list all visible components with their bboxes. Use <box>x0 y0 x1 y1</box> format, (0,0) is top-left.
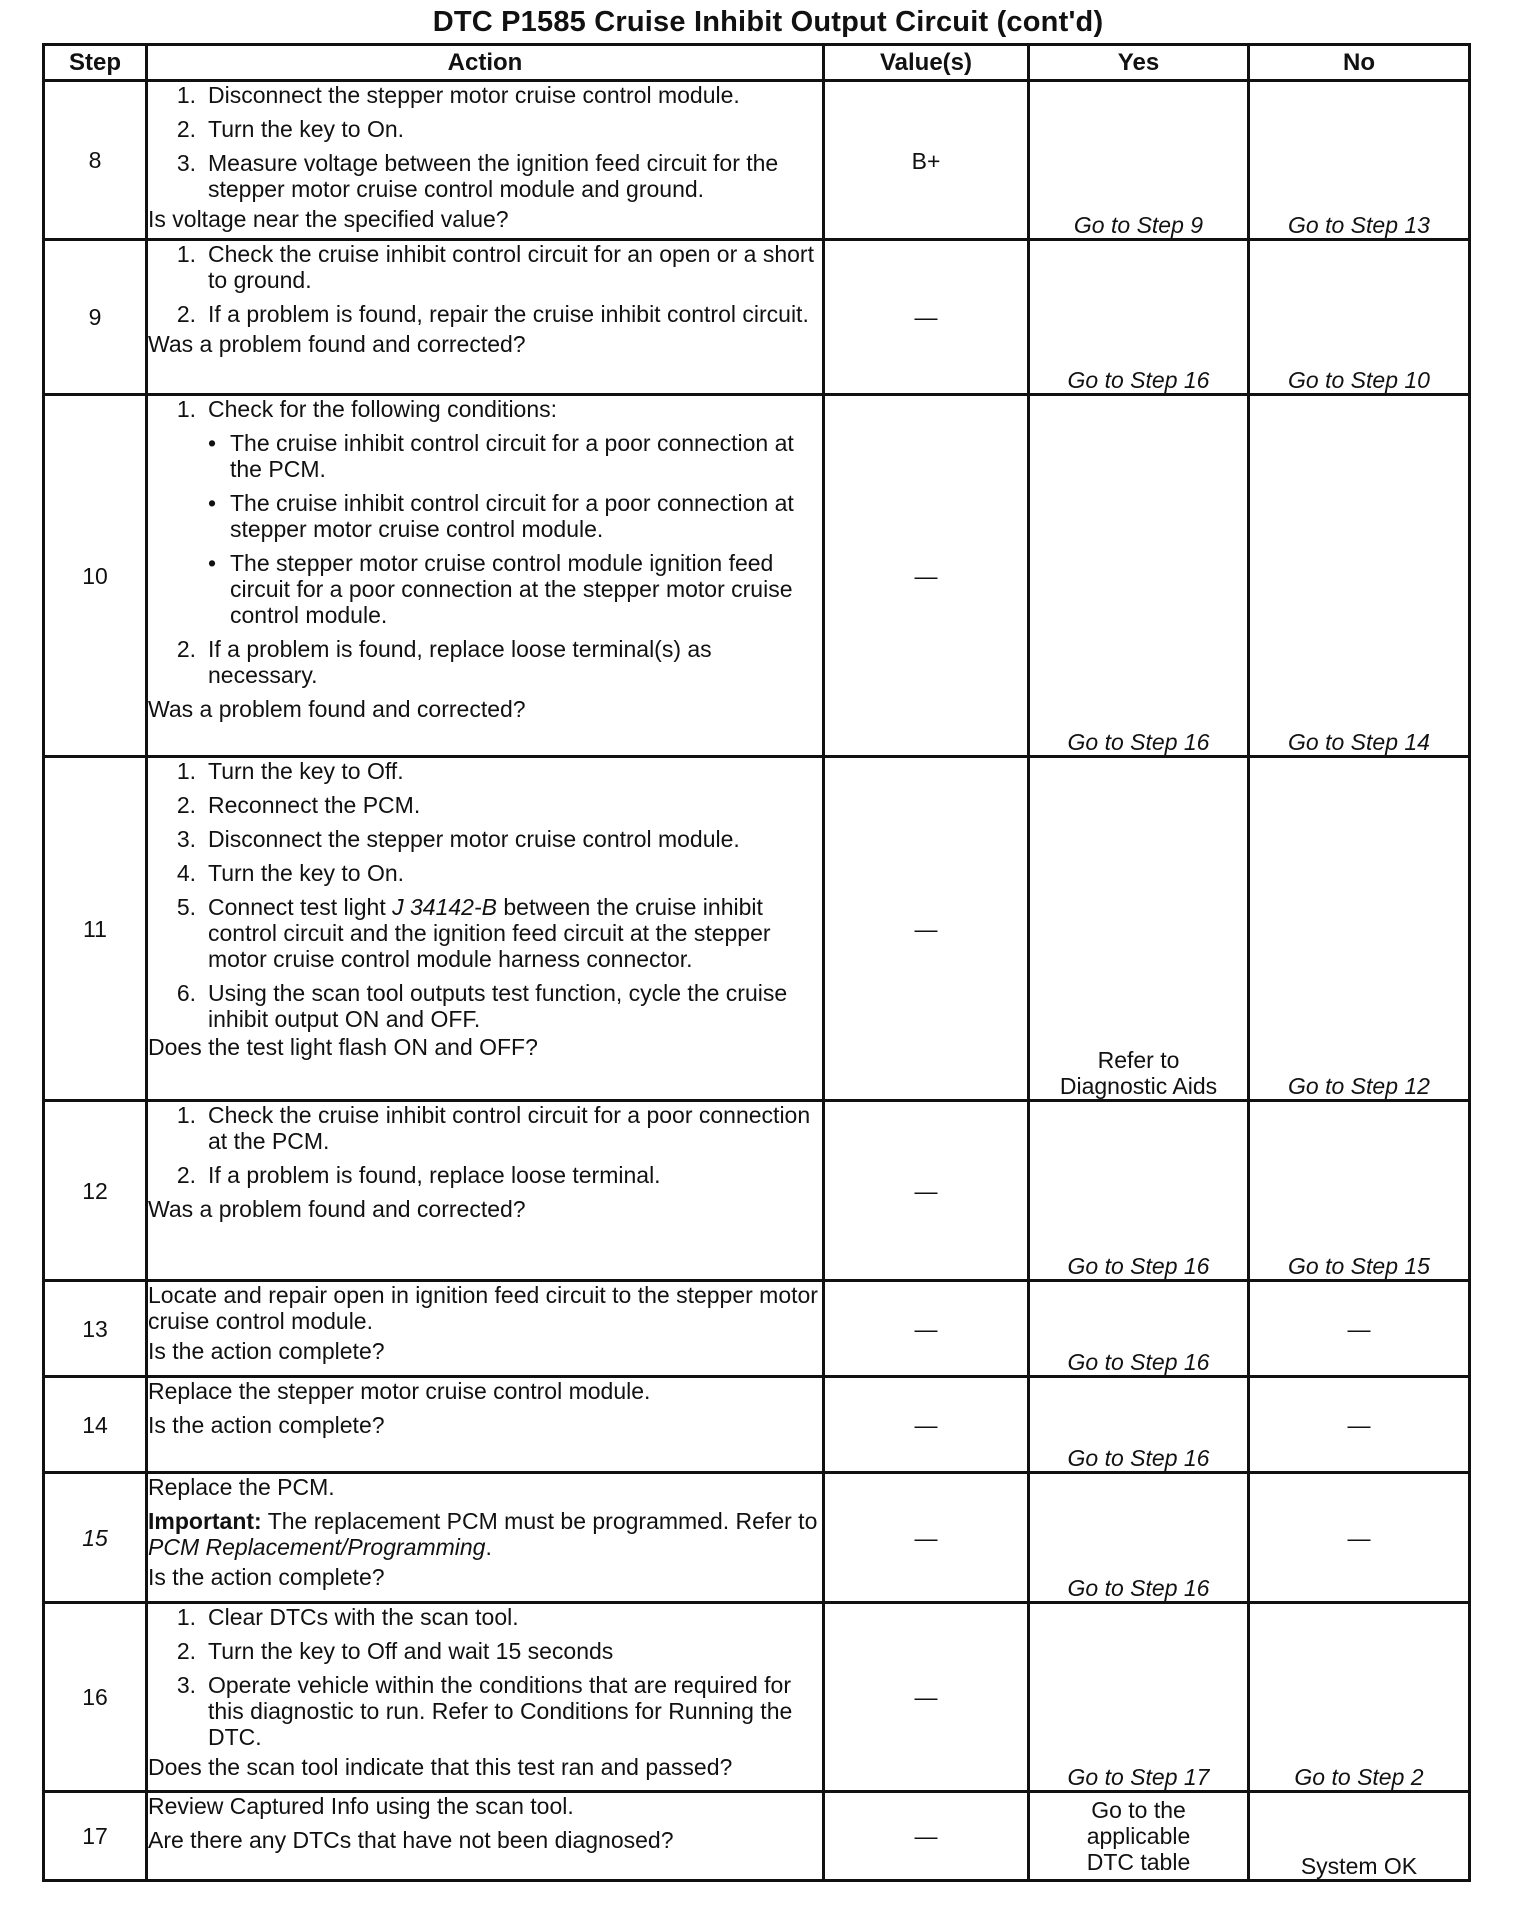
yes-cell: Go to Step 9 <box>1029 81 1249 240</box>
action-item: Turn the key to Off. <box>208 758 404 784</box>
value-cell: — <box>824 1377 1029 1473</box>
important-note: Important: The replacement PCM must be programmed. Refer to PCM Replacement/Programming. <box>148 1508 818 1560</box>
action-item: If a problem is found, replace loose terminal. <box>208 1162 661 1188</box>
no-cell: — <box>1249 1281 1470 1377</box>
action-item: Turn the key to On. <box>208 116 405 142</box>
table-row <box>44 1792 1470 1881</box>
action-question: Is the action complete? <box>148 1564 385 1590</box>
value-cell: — <box>824 1603 1029 1792</box>
value-cell: — <box>824 757 1029 1101</box>
yes-cell: Refer to Diagnostic Aids <box>1029 757 1249 1101</box>
action-cell: 1. Check the cruise inhibit control circuit for an open or a short to ground. 2. If a problem is found, repair the cruise inhibit control circuit. Was a problem found and corrected? <box>147 240 824 395</box>
step-number: 10 <box>44 395 147 757</box>
no-cell: System OK <box>1249 1792 1470 1881</box>
action-item: Check for the following conditions: <box>208 396 558 422</box>
yes-cell: Go to Step 16 <box>1029 1377 1249 1473</box>
action-question: Does the test light flash ON and OFF? <box>148 1034 538 1060</box>
action-item: If a problem is found, repair the cruise inhibit control circuit. <box>208 301 809 327</box>
action-bullet: The cruise inhibit control circuit for a poor connection at stepper motor cruise control module. <box>230 490 794 542</box>
step-number: 8 <box>44 81 147 240</box>
action-question: Was a problem found and corrected? <box>148 1196 526 1222</box>
table-row <box>44 1101 1470 1281</box>
yes-cell: Go to Step 16 <box>1029 1281 1249 1377</box>
action-cell <box>147 1377 824 1473</box>
step-number: 17 <box>44 1792 147 1881</box>
no-cell: — <box>1249 1377 1470 1473</box>
step-number: 12 <box>44 1101 147 1281</box>
action-cell: 1. Clear DTCs with the scan tool. 2. Turn the key to Off and wait 15 seconds 3. Operate vehicle within the conditions that are required for this diagnostic to run. Refer to Conditions for Running the DTC. Does the scan tool indicate that this test ran and passed? <box>147 1603 824 1792</box>
action-item: Turn the key to Off and wait 15 seconds <box>208 1638 614 1664</box>
yes-cell: Go to Step 17 <box>1029 1603 1249 1792</box>
action-item: If a problem is found, replace loose terminal(s) as necessary. <box>208 636 712 688</box>
action-question: Is the action complete? <box>148 1412 385 1438</box>
table-header-row <box>44 45 1470 81</box>
no-cell: Go to Step 14 <box>1249 395 1470 757</box>
value-cell: — <box>824 1473 1029 1603</box>
no-cell: Go to Step 15 <box>1249 1101 1470 1281</box>
diagnostic-table <box>42 43 1471 1882</box>
action-item: Check the cruise inhibit control circuit for a poor connection at the PCM. <box>208 1102 811 1154</box>
no-cell: — <box>1249 1473 1470 1603</box>
step-number: 16 <box>44 1603 147 1792</box>
action-item: Clear DTCs with the scan tool. <box>208 1604 519 1630</box>
step-number: 11 <box>44 757 147 1101</box>
value-cell: — <box>824 240 1029 395</box>
yes-cell: Go to Step 16 <box>1029 240 1249 395</box>
action-item: Measure voltage between the ignition feed circuit for the stepper motor cruise control module and ground. <box>208 150 779 202</box>
value-cell: — <box>824 1101 1029 1281</box>
tool-number: J 34142-B <box>392 894 497 920</box>
yes-cell: Go to Step 16 <box>1029 1473 1249 1603</box>
no-cell: Go to Step 13 <box>1249 81 1470 240</box>
header-no: No <box>1249 45 1470 81</box>
action-item: Operate vehicle within the conditions that are required for this diagnostic to run. Refer to Conditions for Running the DTC. <box>208 1672 793 1750</box>
action-item: Reconnect the PCM. <box>208 792 421 818</box>
action-cell <box>147 1792 824 1881</box>
no-cell: Go to Step 12 <box>1249 757 1470 1101</box>
page-title: DTC P1585 Cruise Inhibit Output Circuit (cont'd) <box>432 6 1104 38</box>
action-cell <box>147 1473 824 1603</box>
action-cell <box>147 1281 824 1377</box>
action-bullet: The cruise inhibit control circuit for a poor connection at the PCM. <box>230 430 794 482</box>
action-item: Using the scan tool outputs test function, cycle the cruise inhibit output ON and OFF. <box>208 980 788 1032</box>
action-cell: 1. Check for the following conditions: • The cruise inhibit control circuit for a poor connection at the PCM. • The cruise inhibit control circuit for a poor connection at stepper motor cruise control module. • The stepper motor cruise control module ignition feed circuit for a poor connection at the stepper motor cruise control module. 2. If a problem is found, replace loose terminal(s) as necessary. Was a problem found and corrected? <box>147 395 824 757</box>
action-item: Disconnect the stepper motor cruise control module. <box>208 82 740 108</box>
action-text: Review Captured Info using the scan tool. <box>148 1793 574 1819</box>
action-item: Turn the key to On. <box>208 860 405 886</box>
value-cell: — <box>824 1281 1029 1377</box>
table-row <box>44 757 1470 1101</box>
value-cell: B+ <box>824 81 1029 240</box>
table-row <box>44 1377 1470 1473</box>
action-item: Check the cruise inhibit control circuit for an open or a short to ground. <box>208 241 814 293</box>
action-item: Connect test light J 34142-B between the cruise inhibit control circuit and the ignition feed circuit at the stepper motor cruise control module harness connector. <box>208 894 771 972</box>
table-row <box>44 240 1470 395</box>
step-number: 15 <box>44 1473 147 1603</box>
yes-cell: Go to Step 16 <box>1029 395 1249 757</box>
no-cell: Go to Step 10 <box>1249 240 1470 395</box>
value-cell: — <box>824 395 1029 757</box>
action-text: Locate and repair open in ignition feed circuit to the stepper motor cruise control module. <box>148 1282 818 1334</box>
action-question: Does the scan tool indicate that this test ran and passed? <box>148 1754 733 1780</box>
no-cell: Go to Step 2 <box>1249 1603 1470 1792</box>
header-step: Step <box>44 45 147 81</box>
header-values: Value(s) <box>824 45 1029 81</box>
header-yes: Yes <box>1029 45 1249 81</box>
table-row <box>44 81 1470 240</box>
action-cell: 1. Turn the key to Off. 2. Reconnect the PCM. 3. Disconnect the stepper motor cruise control module. 4. Turn the key to On. 5. Connect test light J 34142-B between the cruise inhibit control circuit and the ignition feed circuit at the stepper motor cruise control module harness connector. 6. Using the scan tool outputs test function, cycle the cruise inhibit output ON and OFF. Does the test light flash ON and OFF? <box>147 757 824 1101</box>
yes-cell: Go to Step 16 <box>1029 1101 1249 1281</box>
table-row <box>44 1281 1470 1377</box>
step-number: 13 <box>44 1281 147 1377</box>
action-item: Disconnect the stepper motor cruise control module. <box>208 826 740 852</box>
table-row <box>44 1603 1470 1792</box>
yes-cell: Go to the applicable DTC table <box>1029 1792 1249 1881</box>
step-number: 9 <box>44 240 147 395</box>
header-action: Action <box>147 45 824 81</box>
action-question: Was a problem found and corrected? <box>148 696 526 722</box>
action-text: Replace the PCM. <box>148 1474 335 1500</box>
action-question: Is the action complete? <box>148 1338 385 1364</box>
action-cell: 1. Disconnect the stepper motor cruise control module. 2. Turn the key to On. 3. Measure voltage between the ignition feed circuit for the stepper motor cruise control module and ground. Is voltage near the specified value? <box>147 81 824 240</box>
action-question: Was a problem found and corrected? <box>148 331 526 357</box>
action-question: Are there any DTCs that have not been diagnosed? <box>148 1827 674 1853</box>
action-question: Is voltage near the specified value? <box>148 206 509 232</box>
value-cell: — <box>824 1792 1029 1881</box>
table-row <box>44 1473 1470 1603</box>
action-text: Replace the stepper motor cruise control module. <box>148 1378 651 1404</box>
table-row <box>44 395 1470 757</box>
step-number: 14 <box>44 1377 147 1473</box>
action-bullet: The stepper motor cruise control module ignition feed circuit for a poor connection at the stepper motor cruise control module. <box>230 550 793 628</box>
action-cell: 1. Check the cruise inhibit control circuit for a poor connection at the PCM. 2. If a problem is found, replace loose terminal. Was a problem found and corrected? <box>147 1101 824 1281</box>
